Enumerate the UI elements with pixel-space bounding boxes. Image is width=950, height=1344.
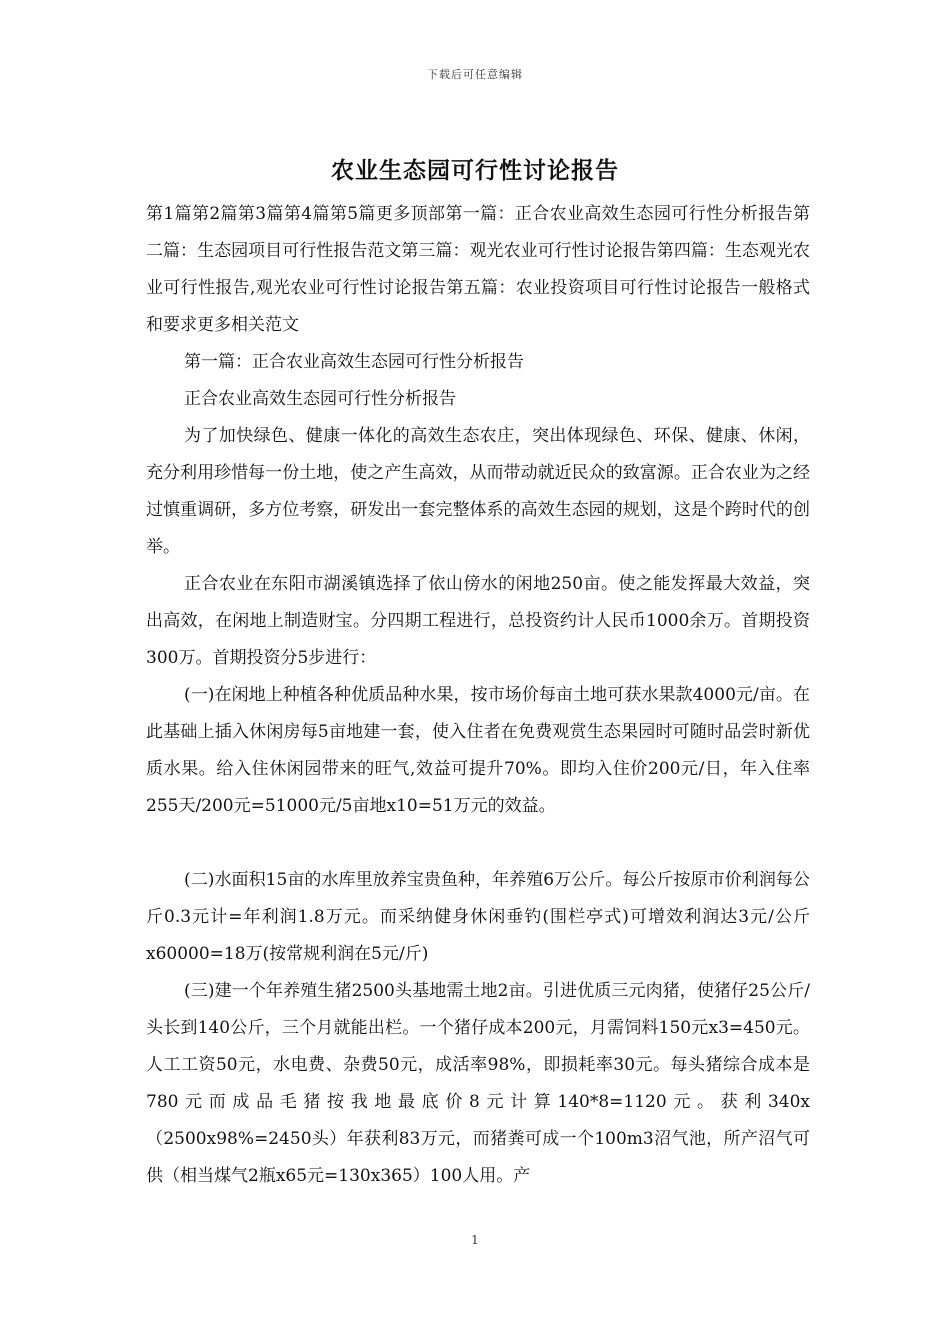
document-title: 农业生态园可行性讨论报告 <box>331 157 619 184</box>
document-body <box>146 196 810 1195</box>
paragraph-step-two: (二)水面积15亩的水库里放养宝贵鱼种，年养殖6万公斤。每公斤按原市价利润每公斤0.3元计=年利润1.8万元。而采纳健身休闲垂钓(围栏亭式)可增效利润达3元/公斤x60000=18万(按常规利润在5元/斤) <box>146 870 810 964</box>
paragraph-spacer <box>146 825 810 862</box>
header-note: 下载后可任意编辑 <box>427 68 523 81</box>
paragraph-contents: 第1篇第2篇第3篇第4篇第5篇更多顶部第一篇：正合农业高效生态园可行性分析报告第二篇：生态园项目可行性报告范文第三篇：观光农业可行性讨论报告第四篇：生态观光农业可行性报告,观光农业可行性讨论报告第五篇：农业投资项目可行性讨论报告一般格式和要求更多相关范文 <box>146 204 810 335</box>
paragraph-step-one: (一)在闲地上种植各种优质品种水果，按市场价每亩土地可获水果款4000元/亩。在此基础上插入休闲房每5亩地建一套，使入住者在免费观赏生态果园时可随时品尝时新优质水果。给入住休闲园带来的旺气,效益可提升70%。即均入住价200元/日，年入住率255天/200元=51000元/5亩地x10=51万元的效益。 <box>146 685 810 816</box>
paragraph-introduction: 为了加快绿色、健康一体化的高效生态农庄，突出体现绿色、环保、健康、休闲，充分利用珍惜每一份土地，使之产生高效，从而带动就近民众的致富源。正合农业为之经过慎重调研，多方位考察，研发出一套完整体系的高效生态园的规划，这是个跨时代的创举。 <box>146 426 810 557</box>
paragraph-chapter-heading: 第一篇：正合农业高效生态园可行性分析报告 <box>184 352 524 372</box>
paragraph-step-three: (三)建一个年养殖生猪2500头基地需土地2亩。引进优质三元肉猪，使猪仔25公斤/头长到140公斤，三个月就能出栏。一个猪仔成本200元，月需饲料150元x3=450元。人工工资50元，水电费、杂费50元，成活率98%，即损耗率30元。每头猪综合成本是780元而成品毛猪按我地最底价8元计算140*8=1120元。获利340x（2500x98%=2450头）年获利83万元，而猪粪可成一个100m3沼气池，所产沼气可供（相当煤气2瓶x65元=130x365）100人用。产 <box>146 981 810 1186</box>
paragraph-report-title: 正合农业高效生态园可行性分析报告 <box>184 389 456 409</box>
paragraph-investment: 正合农业在东阳市湖溪镇选择了依山傍水的闲地250亩。使之能发挥最大效益，突出高效，在闲地上制造财宝。分四期工程进行，总投资约计人民币1000余万。首期投资300万。首期投资分5步进行： <box>146 574 810 668</box>
page-number: 1 <box>471 1233 479 1247</box>
